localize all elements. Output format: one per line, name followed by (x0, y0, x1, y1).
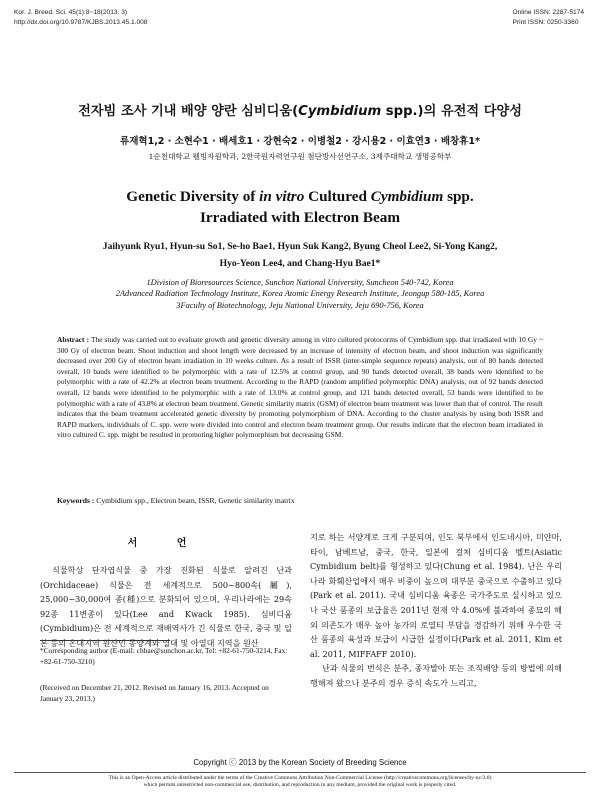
license-text: This is an Open-Access article distributed under the terms of the Creative Commons Attribution Non-Commercial License (http://creativecommons.org/licenses/by-nc/3.0) which permits unrestricted non-commercial use, distribution, and reproduction in any medium, provided the original work is properly cited. (108, 775, 492, 789)
abstract-label: Abstract : (57, 335, 90, 344)
journal-citation: Kor. J. Breed. Sci. 45(1):8~18(2013. 3) (14, 9, 128, 16)
affiliation-2: 2Advanced Radiation Technology Institute, Korea Atomic Energy Research Institute, Jeongup 580-185, Korea (115, 289, 485, 299)
journal-header (14, 8, 147, 27)
abstract-text: The study was carried out to evaluate growth and genetic diversity among in vitro cultured protocorms of Cymbidium spp. that irradiated with 10 Gy ~ 300 Gy of electron beam. Shoot induction and shoot length were decreased by an increase of intensity of electron beam, and shoot induction was significantly decreased over 200 Gy of electron beam irradiation in 10 weeks culture. As a result of ISSR (inter-simple sequence repeats) analysis, out of 80 bands detected overall, 10 bands were identified to be polymorphic with a rate of 12.5% at control group, and 90 bands detected overall, 38 bands were identified to be polymorphic with a rate of 42.2% at electron beam treatment. According to the RAPD (random amplified polymorphic DNA) analysis, out of 92 bands detected overall, 12 bands were identified to be polymorphic with a rate of 13.0% at control group, and 121 bands detected overall, 53 bands were identified to be polymorphic with a rate of 43.8% at electron beam treatment. Genetic similarity matrix (GSM) of electron beam treatment was lower than that of control. The result indicates that the beam treatment accelerated genetic diversity by promoting polymorphism of DNA. According to the cluster analysis by using both ISSR and RAPD markers, individuals of C. spp. were were divided into control and electron beam treatment group. Our results indicate that the electron beam irradiated in vitro cultured C. spp. might be resulted in promoting higher polymorphism but decreasing GSM. (57, 335, 544, 440)
affiliation-1: 1Division of Bioresources Science, Sunchon National University, Suncheon 540-742, Korea (146, 278, 454, 287)
online-issn: Online ISSN: 2287-5174 (512, 9, 584, 16)
section-heading-intro: 서 언 (127, 538, 205, 549)
keywords (57, 496, 543, 505)
english-authors: Jaihyunk Ryu1, Hyun-su So1, Se-ho Bae1, Hyun Suk Kang2, Byung Cheol Lee2, Si-Yong Kang2, Hyo-Yeon Lee4, and Chang-Hyu Bae1* (102, 241, 498, 269)
intro-paragraph-2: 난과 식물의 번식은 분주, 종자발아 또는 조직배양 등의 방법에 의해 행해져 왔으나 분주의 경우 증식 속도가 느리고, (310, 663, 562, 688)
affiliation-3: 3Faculty of Biotechnology, Jeju National University, Jeju 690-756, Korea (176, 300, 424, 310)
received-dates: (Received on December 21, 2012. Revised on January 16, 2013. Accepted on January 23, 2013.) (40, 683, 269, 703)
footer-rule (14, 772, 586, 773)
korean-affiliations: 1순천대학교 웰빙자원학과, 2한국원자력연구원 첨단방사선연구소, 3제주대학교 생명공학부 (148, 152, 452, 161)
korean-title: 전자빔 조사 기내 배양 양란 심비디움(Cymbidium spp.)의 유전적 다양성 (78, 104, 522, 119)
copyright: Copyright ⓒ 2013 by the Korean Society of Breeding Science (193, 758, 407, 767)
english-affiliations (20, 277, 580, 311)
left-column (40, 530, 292, 651)
keywords-label: Keywords : (57, 496, 95, 505)
english-title: Genetic Diversity of in vitro Cultured Cymbidium spp. Irradiated with Electron Beam (126, 188, 474, 226)
corresponding-author-note: *Corresponding author (E-mail: chbae@sunchon.ac.kr, Tel: +82-61-750-3214, Fax: +82-61-750-3210) (40, 646, 288, 666)
right-column (310, 530, 562, 691)
intro-paragraph-1-continued: 지로 하는 서양계로 크게 구분되며, 인도 북부에서 인도네시아, 미얀마, 타이, 남베트남, 중국, 한국, 일본에 걸쳐 심비디움 벨트(Asiatic Cymbidium belt)를 형성하고 있다(Chung et al. 1984). 난은 우리나라 화훼산업에서 매우 비중이 높으며 대부분 중국으로 수출하고 있다(Park et al. 2011). 국내 심비디움 육종은 국가주도로 실시하고 있으나 국산 품종의 보급율은 2011년 현재 약 4.0%에 불과하여 종묘의 해외 의존도가 매우 높아 농가의 로열티 부담을 경감하기 위해 우수한 국산 품종의 육성과 보급이 시급한 실정이다(Park et al. 2011, Kim et al. 2011, MIFFAFF 2010). (310, 532, 562, 659)
doi-link[interactable]: http://dx.doi.org/10.9787/KJBS.2013.45.1.008 (14, 18, 148, 26)
keywords-text: Cymbidium spp., Electron beam, ISSR, Genetic similarity matrix (96, 496, 295, 505)
print-issn: Print ISSN: 0250-3360 (512, 18, 579, 26)
korean-authors: 류재혁1,2 · 소현수1 · 배세호1 · 강현숙2 · 이병철2 · 강시용2 · 이효연3 · 배창휴1* (120, 136, 480, 147)
abstract (57, 335, 543, 441)
intro-paragraph-1: 식물학상 단자엽식물 중 가장 진화된 식물로 알려진 난과(Orchidaceae) 식물은 전 세계적으로 500~800속(屬), 25,000~30,000여 종(種)으로 분화되어 있으며, 우리나라에는 29속 92종 11변종이 있다(Lee and Kwack 1985). 심비디움(Cymbidium)은 전 세계적으로 재배역사가 긴 식물로 한국, 중국 및 일본 등의 온대지역 원산인 동양계와 열대 및 아열대 지역을 원산 (40, 565, 292, 648)
footnote-rule (40, 640, 170, 641)
issn-header (513, 8, 584, 27)
